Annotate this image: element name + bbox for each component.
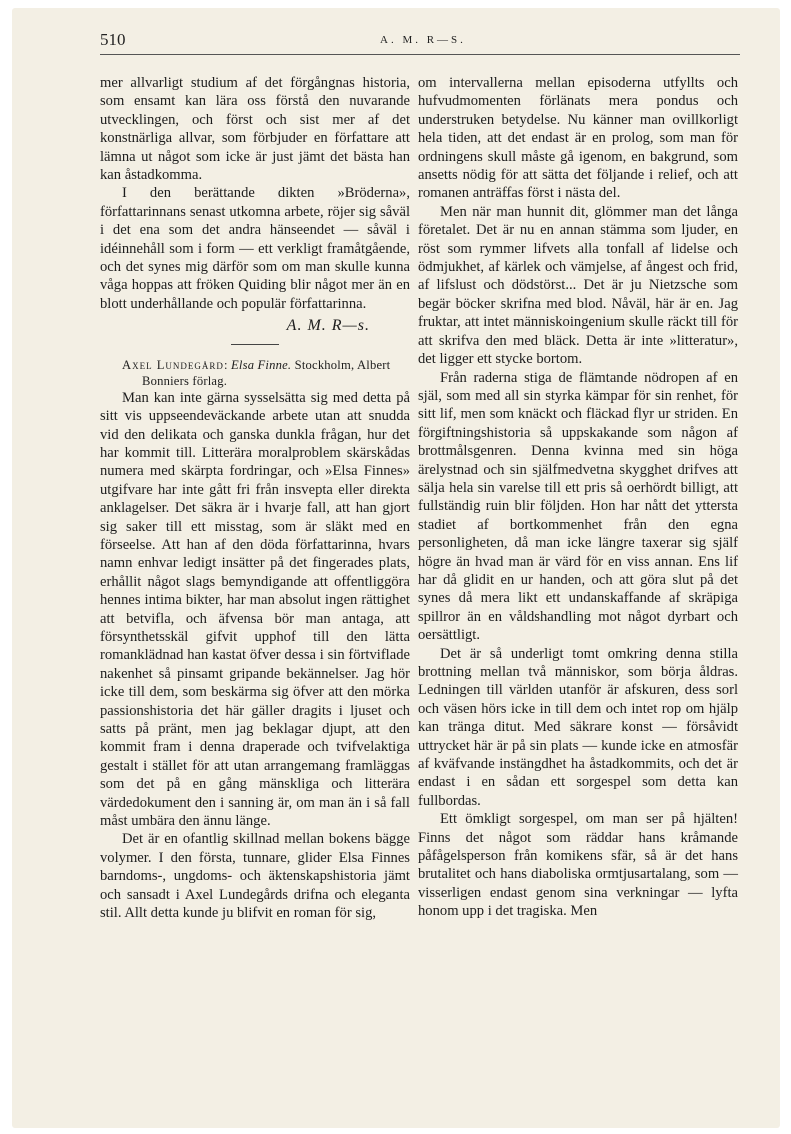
paragraph: Man kan inte gärna sysselsätta sig med detta på sitt vis uppseendeväckande arbete utan att snudda vid den delikata och ganska dunkla frågan, hur det har kommit till. Litterära moralproblem skärskådas numera med skärpta fordringar, och »Elsa Finnes» utgifvare har inte gått fri från insvepta eller direkta anklagelser. Det säkra är i hvarje fall, att han gjort sig saker till ett misstag, som är släkt med en förseelse. Att han af den döda författarinna, hvars namn enhvar ledigt insätter på det fingerades plats, erhållit något slags bemyndigande att offentliggöra hennes intima bikter, har man absolut ingen rättighet att betvifla, och äfvensa bör man antaga, att försynthetsskäl gifvit upphof till den lätta romanklädnad han kastat öfver dessa i sin förtviflade nakenhet så pinsamt gripande bekännelser. Jag hör icke till dem, som beskärma sig öfver att den mörka passionshistoria det här gäller dragits i ljuset och satts på pränt, men jag beklagar djupt, att den kommit fram i denna draperade och tvifvelaktiga gestalt i stället för att utan arrangemang framläggas som det på en gång mänskliga och litterära värdedokument den i sanning är, om man än i så fall måst umbära den ännu länge. — [100, 389, 410, 830]
header-rule — [100, 54, 740, 55]
separator-rule — [231, 344, 279, 345]
left-column — [100, 74, 410, 922]
reviewed-author: Axel Lundegård — [122, 357, 224, 372]
review-heading: Axel Lundegård: Elsa Finne. Stockholm, Albert Bonniers förlag. — [100, 357, 410, 389]
running-head: A. M. R—S. — [380, 34, 466, 46]
right-column — [418, 74, 738, 921]
paragraph: mer allvarligt studium af det förgångnas historia, som ensamt kan lära oss förstå den nuvarande utvecklingen, och först och sist mer af det konstnärliga allvar, som förbjuder en författare att lämna ut något som icke är just jämt det bästa han kan åstadkomma. — [100, 75, 410, 184]
paragraph: Men när man hunnit dit, glömmer man det långa företalet. Det är nu en annan stämma som ljuder, en röst som rymmer lifvets alla tonfall af lidelse och ödmjukhet, af kärlek och vämjelse, af ångest och frid, af lifslust och dödstörst... Det är ju Nietzsche som begär böcker skrifna med blod. Nåväl, här är en. Jag fruktar, att intet människoingenium skulle räckt till för att skrifva den med bläck. Detta är inte »litteratur», det ligger ett stycke bortom. — [418, 203, 738, 368]
author-signature: A. M. R—s. — [286, 317, 370, 335]
paragraph: Det är en ofantlig skillnad mellan bokens bägge volymer. I den första, tunnare, glider Elsa Finnes barndoms-, ungdoms- och äktenskapshistoria jämt och sansadt i Axel Lundegårds drifna och eleganta stil. Allt detta kunde ju blifvit en roman för sig, — [100, 831, 410, 922]
publisher-line-1: Stockholm, Albert — [294, 357, 391, 372]
paragraph: Det är så underligt tomt omkring denna stilla brottning mellan två människor, som börja åldras. Ledningen till världen utanför är afskuren, dess sorl och väsen hörs icke in till dem och intet rop om hjälp kan tränga ditut. Med säkrare konst — försåvidt uttrycket här är på sin plats — kunde icke en atmosfär af kväfvande instängdhet ha åstadkommits, och det är endast i en sådan ett sorgespel som detta kan fullbordas. — [418, 645, 738, 809]
paragraph: om intervallerna mellan episoderna utfyllts och hufvudmomenten förlänats mera pondus och understruken betydelse. Nu känner man ovillkorligt hela tiden, att det endast är en prolog, som man för ordningens skull måste gå igenom, en bakgrund, som ansetts nödig för att sätta det följande i relief, och att romanen anträffas först i nästa del. — [418, 75, 738, 202]
publisher-line-2: Bonniers förlag. — [142, 373, 228, 388]
paragraph: Från raderna stiga de flämtande nödropen af en själ, som med all sin styrka kämpar för sin renhet, för sitt lif, men som knäckt och fläckad flyr ur striden. En förgiftningshistoria så uppskakande som någon af brottmålsgenren. Denna kvinna med sin höga ärelystnad och sin själfmedvetna skygghet drifves att sälja hela sin varelse till ett pris så oerhördt billigt, att fullständig ruin blir följden. Hon har nått det yttersta stadiet af bortkommenhet från den egna personligheten, då man icke längre taxerar sig själf högre än hvad man är värd för en viss annan. Ens lif har då glidit en ur handen, och att göra slut på det synes då mera likt ett undanskaffande af skräpiga spillror än en våldshandling mot något dyrbart och oersättligt. — [418, 369, 738, 644]
paragraph: I den berättande dikten »Bröderna», författarinnans senast utkomna arbete, röjer sig såväl i det ena som det andra hänseendet — såväl i idéinnehåll som i form — ett verkligt framåtgående, och det synes mig därför som om man skulle kunna våga hoppas att fröken Quiding blir något mer än en blott underhållande och populär författarinna. — [100, 185, 410, 312]
paragraph: Ett ömkligt sorgespel, om man ser på hjälten! Finns det något som räddar hans kråmande påfågelsperson från komikens sfär, så är det hans brutalitet och hans diaboliska ormtjusartalang, som — visserligen endast genom sina verkningar — lyfta honom upp i det tragiska. Men — [418, 811, 738, 920]
reviewed-title: Elsa Finne. — [231, 357, 292, 372]
page-number: 510 — [100, 30, 126, 49]
page-header — [100, 30, 740, 54]
